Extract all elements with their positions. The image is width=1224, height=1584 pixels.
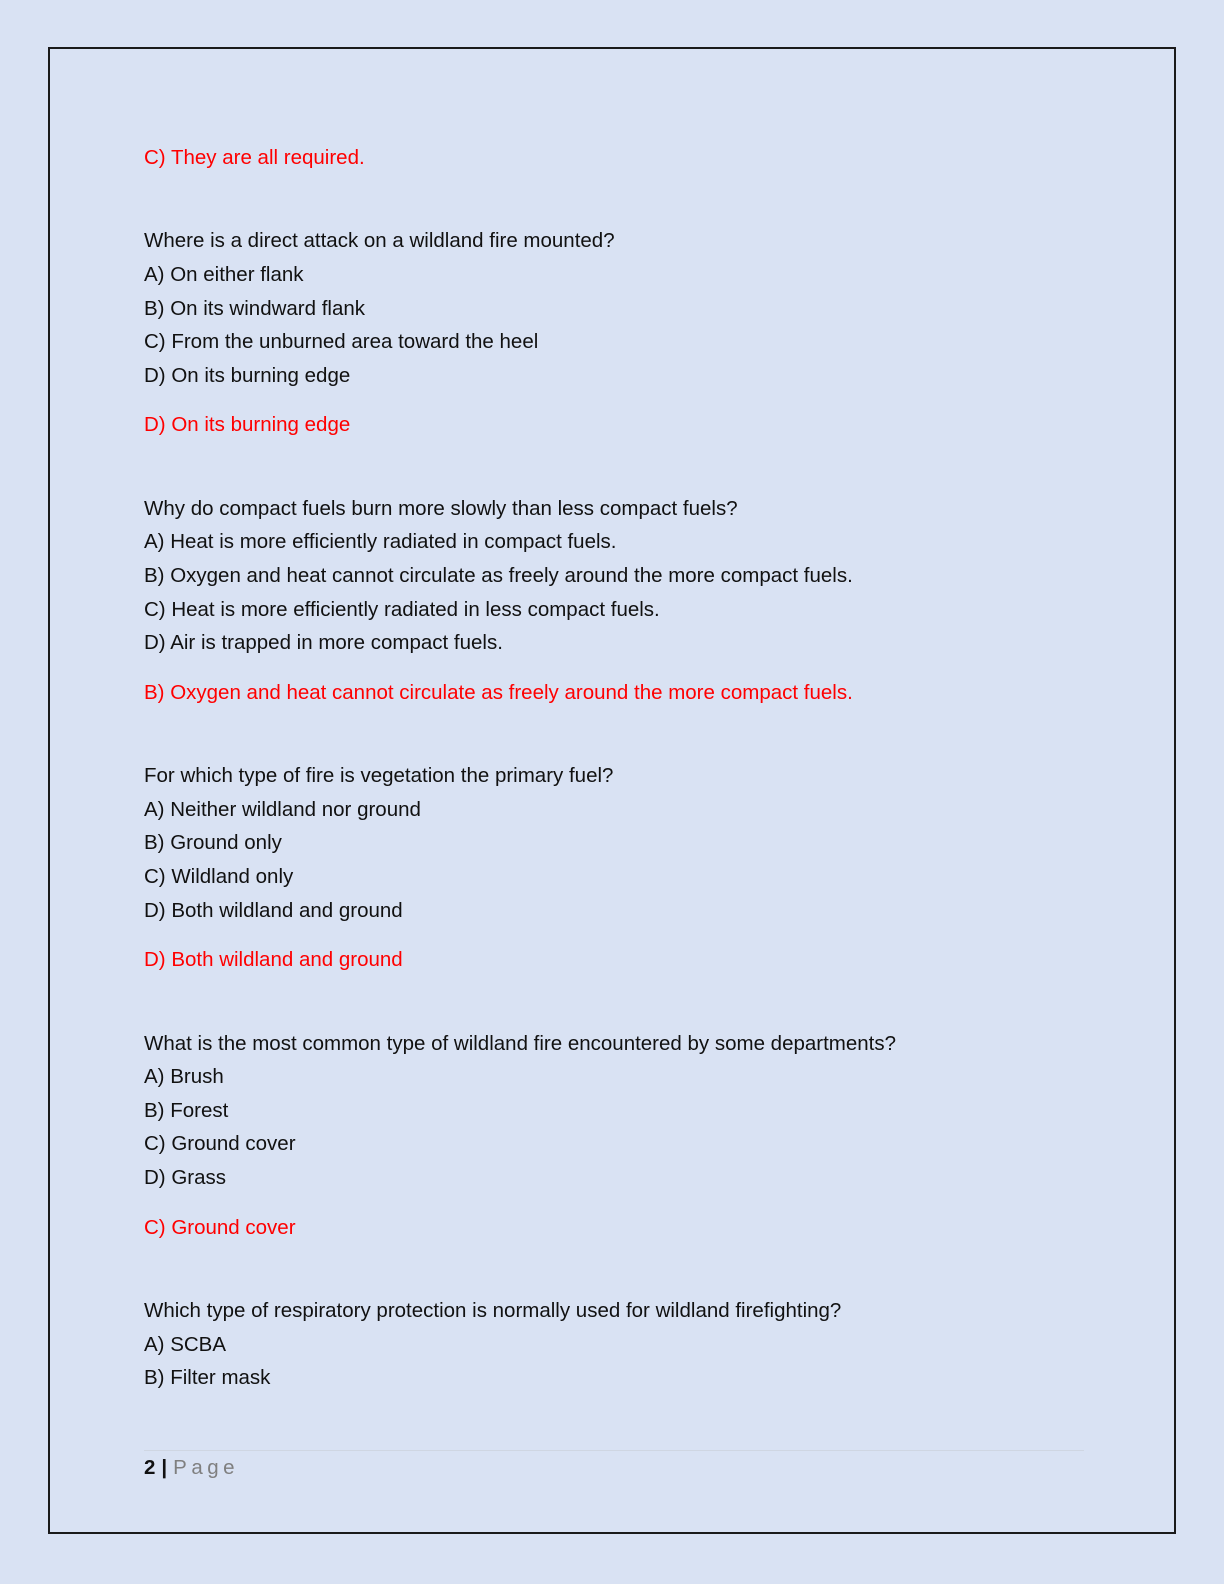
question-text: Where is a direct attack on a wildland fire mounted?	[144, 229, 615, 253]
answer-option: B) Oxygen and heat cannot circulate as freely around the more compact fuels.	[144, 564, 853, 587]
answer-option: B) On its windward flank	[144, 296, 366, 320]
answer-option: D) On its burning edge	[144, 363, 351, 387]
correct-answer: C) Ground cover	[144, 1215, 296, 1239]
answer-option: A) Brush	[144, 1065, 224, 1089]
answer-option: A) On either flank	[144, 263, 304, 286]
answer-option: C) Ground cover	[144, 1132, 296, 1156]
answer-option: D) Air is trapped in more compact fuels.	[144, 631, 503, 655]
answer-option: D) Both wildland and ground	[144, 898, 403, 922]
question-text: Why do compact fuels burn more slowly than less compact fuels?	[144, 496, 738, 520]
answer-option: A) Heat is more efficiently radiated in compact fuels.	[144, 530, 617, 554]
question-text: For which type of fire is vegetation the primary fuel?	[144, 764, 614, 788]
question-text: What is the most common type of wildland fire encountered by some departments?	[144, 1031, 897, 1055]
page-footer	[144, 1456, 239, 1480]
answer-option: D) Grass	[144, 1166, 226, 1189]
answer-line: C) They are all required.	[144, 146, 365, 169]
correct-answer: D) Both wildland and ground	[144, 948, 403, 972]
answer-option: C) Wildland only	[144, 865, 294, 888]
correct-answer: D) On its burning edge	[144, 413, 351, 437]
footer-divider	[144, 1450, 1084, 1451]
page-number: 2	[144, 1456, 156, 1479]
answer-option: B) Ground only	[144, 831, 282, 855]
answer-option: B) Forest	[144, 1098, 229, 1122]
correct-answer: B) Oxygen and heat cannot circulate as freely around the more compact fuels.	[144, 680, 853, 704]
question-text: Which type of respiratory protection is normally used for wildland firefighting?	[144, 1299, 842, 1322]
answer-option: A) SCBA	[144, 1332, 227, 1356]
footer-separator: |	[161, 1456, 168, 1479]
answer-option: B) Filter mask	[144, 1366, 271, 1390]
answer-option: A) Neither wildland nor ground	[144, 797, 421, 821]
answer-option: C) From the unburned area toward the heel	[144, 330, 539, 354]
answer-option: C) Heat is more efficiently radiated in less compact fuels.	[144, 597, 660, 621]
page-label: Page	[173, 1456, 240, 1479]
